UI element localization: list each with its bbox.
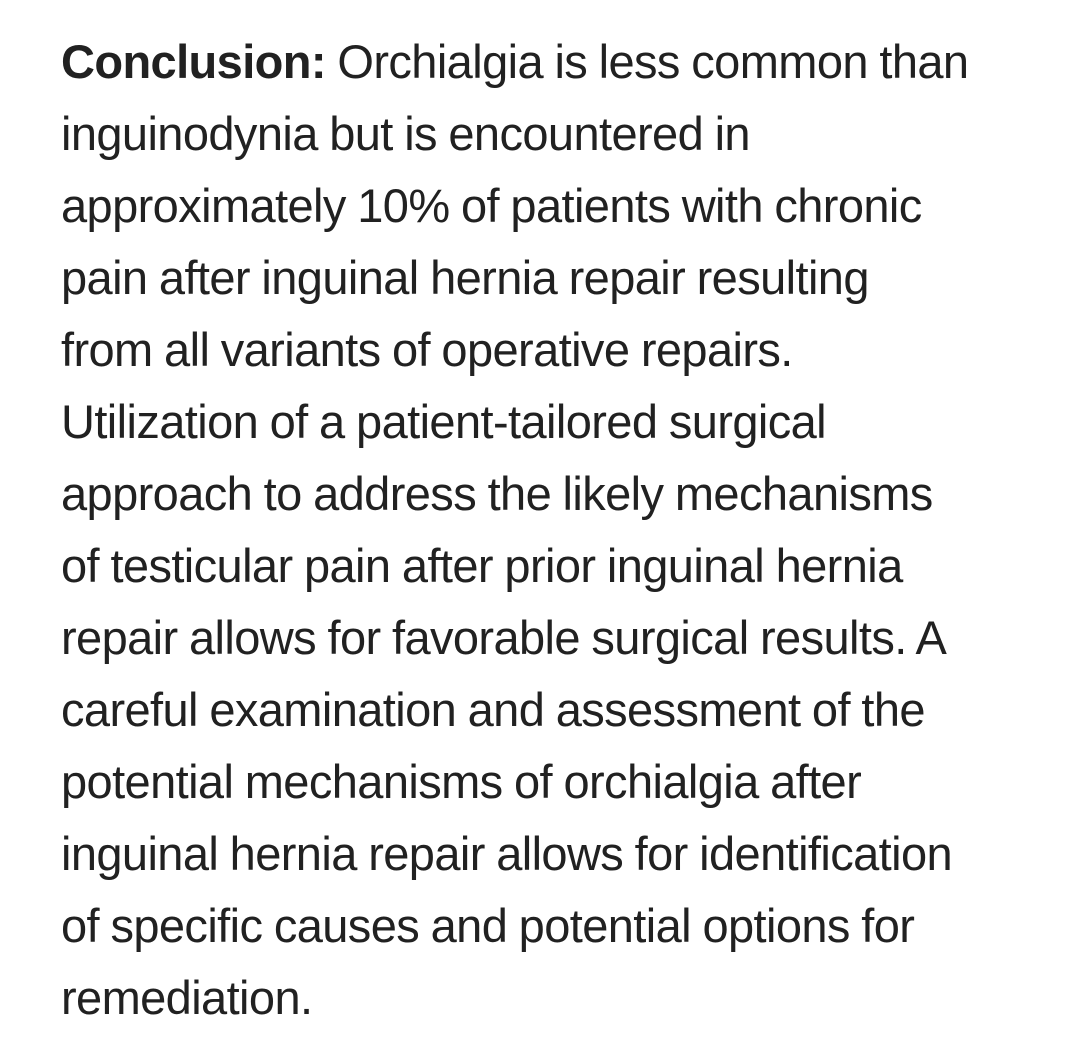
paragraph-line-14: remediation. <box>61 971 313 1024</box>
paragraph-line-5: from all variants of operative repairs. <box>61 323 793 376</box>
paragraph-line-3: approximately 10% of patients with chronic <box>61 179 922 232</box>
paragraph-line-11: potential mechanisms of orchialgia after <box>61 755 862 808</box>
paragraph-line-10: careful examination and assessment of the <box>61 683 925 736</box>
conclusion-paragraph <box>61 26 1051 1034</box>
paragraph-line-6: Utilization of a patient-tailored surgical <box>61 395 826 448</box>
paragraph-line-1 <box>61 26 1051 98</box>
paragraph-line-7: approach to address the likely mechanisms <box>61 467 933 520</box>
paragraph-line-8: of testicular pain after prior inguinal hernia <box>61 539 903 592</box>
paragraph-line-4: pain after inguinal hernia repair resulting <box>61 251 869 304</box>
paragraph-line-text: Orchialgia is less common than <box>325 35 969 88</box>
paragraph-line-9: repair allows for favorable surgical results. A <box>61 611 947 664</box>
paragraph-line-12: inguinal hernia repair allows for identification <box>61 827 953 880</box>
paragraph-line-13: of specific causes and potential options for <box>61 899 915 952</box>
paragraph-line-2: inguinodynia but is encountered in <box>61 107 750 160</box>
conclusion-label: Conclusion: <box>61 35 326 88</box>
